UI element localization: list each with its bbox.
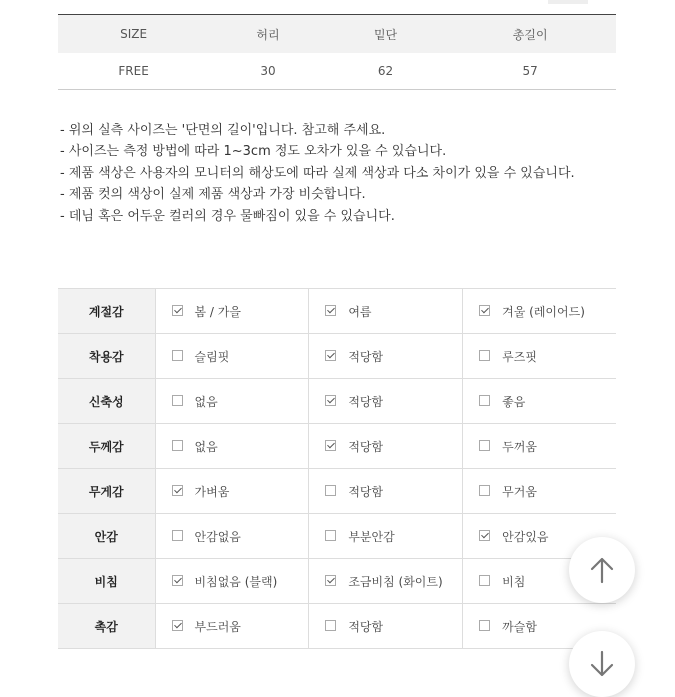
size-cell: 57 — [444, 53, 616, 90]
note-item: - 위의 실측 사이즈는 '단면의 길이'입니다. 참고해 주세요. — [60, 123, 386, 138]
top-edge-fragment — [548, 0, 588, 4]
unchecked-checkbox-icon — [172, 350, 183, 361]
fit-feel-row — [58, 469, 616, 514]
fit-feel-option-label: 슬림핏 — [194, 349, 230, 364]
fit-feel-option — [155, 559, 309, 604]
note-item: - 데님 혹은 어두운 컬러의 경우 물빠짐이 있을 수 있습니다. — [60, 208, 395, 224]
unchecked-checkbox-icon — [325, 530, 336, 541]
size-cell: 62 — [327, 53, 445, 90]
fit-feel-option — [463, 424, 616, 469]
unchecked-checkbox-icon — [479, 620, 490, 631]
fit-feel-option — [309, 289, 463, 334]
size-cell: 30 — [209, 53, 327, 90]
unchecked-checkbox-icon — [172, 440, 183, 451]
unchecked-checkbox-icon — [479, 485, 490, 496]
fit-feel-option-label: 비침 — [502, 574, 526, 589]
fit-feel-option — [463, 469, 616, 514]
fit-feel-option-label: 무거움 — [502, 484, 537, 499]
checked-checkbox-icon — [325, 575, 336, 586]
fit-feel-table — [58, 288, 616, 649]
unchecked-checkbox-icon — [172, 530, 183, 541]
note-item: - 제품 색상은 사용자의 모니터의 해상도에 따라 실제 색상과 다소 차이가 있을 수 있습니다. — [60, 165, 575, 181]
fit-feel-option — [309, 469, 463, 514]
fit-feel-option — [309, 559, 463, 604]
fit-feel-option-label: 없음 — [194, 439, 218, 454]
fit-feel-option-label: 조금비침 (화이트) — [348, 574, 443, 589]
size-cell: FREE — [58, 53, 209, 90]
fit-feel-option-label: 안감없음 — [194, 529, 241, 544]
checked-checkbox-icon — [479, 530, 490, 541]
fit-feel-option-label: 없음 — [194, 394, 218, 409]
fit-feel-option — [155, 469, 309, 514]
fit-feel-option-label: 두꺼움 — [502, 439, 537, 454]
fit-feel-label: 안감 — [58, 514, 155, 559]
fit-feel-label: 계절감 — [58, 289, 155, 334]
fit-feel-option — [155, 379, 309, 424]
fit-feel-option-label: 루즈핏 — [502, 349, 537, 364]
fit-feel-label: 착용감 — [58, 334, 155, 379]
fit-feel-option — [155, 514, 309, 559]
unchecked-checkbox-icon — [479, 575, 490, 586]
note-item: - 제품 컷의 색상이 실제 제품 색상과 가장 비슷합니다. — [60, 187, 366, 203]
fit-feel-option-label: 좋음 — [502, 394, 526, 409]
fit-feel-option-label: 안감있음 — [502, 529, 549, 544]
size-header-cell: 총길이 — [444, 15, 616, 54]
checked-checkbox-icon — [325, 305, 336, 316]
unchecked-checkbox-icon — [479, 395, 490, 406]
checked-checkbox-icon — [325, 395, 336, 406]
scroll-down-button[interactable] — [569, 631, 635, 697]
fit-feel-option-label: 적당함 — [348, 349, 384, 364]
fit-feel-row — [58, 559, 616, 604]
fit-feel-label: 비침 — [58, 559, 155, 604]
arrow-up-icon — [589, 556, 615, 584]
size-table — [58, 14, 616, 90]
fit-feel-label: 촉감 — [58, 604, 155, 649]
fit-feel-row — [58, 604, 616, 649]
size-table-row — [58, 53, 616, 90]
fit-feel-option — [155, 289, 309, 334]
checked-checkbox-icon — [325, 350, 336, 361]
unchecked-checkbox-icon — [325, 485, 336, 496]
unchecked-checkbox-icon — [325, 620, 336, 631]
fit-feel-option — [155, 424, 309, 469]
fit-feel-option — [309, 514, 463, 559]
scroll-up-button[interactable] — [569, 537, 635, 603]
unchecked-checkbox-icon — [479, 440, 490, 451]
fit-feel-option — [309, 334, 463, 379]
fit-feel-option — [463, 334, 616, 379]
fit-feel-option — [155, 604, 309, 649]
checked-checkbox-icon — [172, 620, 183, 631]
size-table-header — [58, 15, 616, 54]
fit-feel-option-label: 여름 — [348, 304, 372, 319]
fit-feel-option-label: 부드러움 — [194, 619, 241, 634]
fit-feel-option — [463, 379, 616, 424]
size-header-cell: 밑단 — [327, 15, 445, 54]
size-header-cell: 허리 — [209, 15, 327, 54]
fit-feel-option-label: 적당함 — [348, 439, 384, 454]
arrow-down-icon — [589, 650, 615, 678]
fit-feel-row — [58, 514, 616, 559]
fit-feel-row — [58, 334, 616, 379]
fit-feel-option-label: 겨울 (레이어드) — [502, 304, 585, 319]
checked-checkbox-icon — [479, 305, 490, 316]
unchecked-checkbox-icon — [172, 395, 183, 406]
fit-feel-label: 신축성 — [58, 379, 155, 424]
fit-feel-option-label: 적당함 — [348, 619, 384, 634]
fit-feel-option — [155, 334, 309, 379]
unchecked-checkbox-icon — [479, 350, 490, 361]
note-item: - 사이즈는 측정 방법에 따라 1~3cm 정도 오차가 있을 수 있습니다. — [60, 144, 447, 160]
fit-feel-option-label: 비침없음 (블랙) — [194, 574, 278, 589]
fit-feel-option-label: 가벼움 — [194, 484, 230, 499]
fit-feel-label: 무게감 — [58, 469, 155, 514]
fit-feel-option-label: 봄 / 가을 — [194, 304, 241, 319]
checked-checkbox-icon — [325, 440, 336, 451]
fit-feel-option — [463, 289, 616, 334]
fit-feel-option-label: 까슬함 — [502, 619, 537, 634]
fit-feel-option — [309, 379, 463, 424]
checked-checkbox-icon — [172, 485, 183, 496]
fit-feel-option — [309, 424, 463, 469]
fit-feel-row — [58, 424, 616, 469]
fit-feel-option-label: 부분안감 — [348, 529, 395, 544]
fit-feel-option-label: 적당함 — [348, 394, 384, 409]
fit-feel-option — [309, 604, 463, 649]
checked-checkbox-icon — [172, 575, 183, 586]
fit-feel-label: 두께감 — [58, 424, 155, 469]
checked-checkbox-icon — [172, 305, 183, 316]
fit-feel-row — [58, 379, 616, 424]
size-header-cell: SIZE — [58, 15, 209, 54]
fit-feel-option-label: 적당함 — [348, 484, 384, 499]
fit-feel-row — [58, 289, 616, 334]
size-notes — [60, 120, 575, 227]
